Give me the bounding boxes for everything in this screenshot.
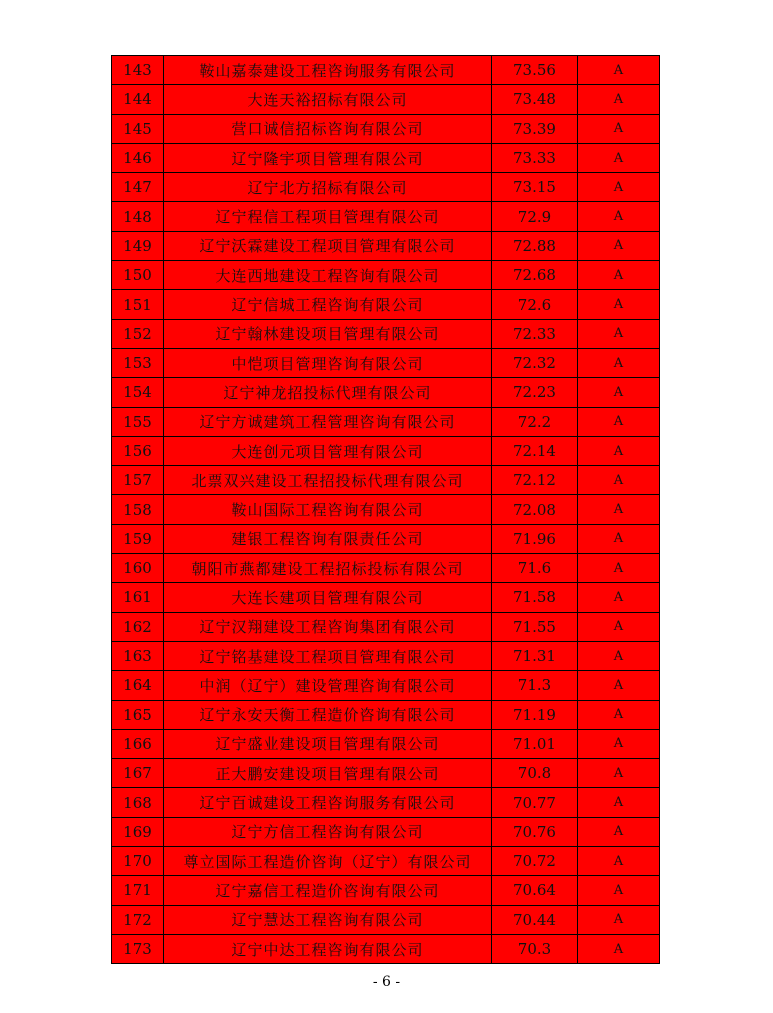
row-number: 165 [112, 700, 164, 729]
score-value: 73.48 [492, 85, 578, 114]
row-number: 170 [112, 847, 164, 876]
company-name: 辽宁中达工程咨询有限公司 [164, 934, 492, 963]
score-value: 73.39 [492, 114, 578, 143]
row-number: 143 [112, 56, 164, 85]
row-number: 167 [112, 759, 164, 788]
table-row [112, 876, 660, 905]
row-number: 157 [112, 466, 164, 495]
row-number: 169 [112, 817, 164, 846]
row-number: 151 [112, 290, 164, 319]
company-name: 辽宁翰林建设项目管理有限公司 [164, 319, 492, 348]
row-number: 148 [112, 202, 164, 231]
grade-value: A [578, 817, 660, 846]
table-row [112, 524, 660, 553]
company-name: 北票双兴建设工程招投标代理有限公司 [164, 466, 492, 495]
score-value: 71.6 [492, 554, 578, 583]
table-row [112, 348, 660, 377]
table-row [112, 466, 660, 495]
company-name: 辽宁百诚建设工程咨询服务有限公司 [164, 788, 492, 817]
score-value: 72.23 [492, 378, 578, 407]
score-value: 71.58 [492, 583, 578, 612]
table-row [112, 85, 660, 114]
company-name: 中润（辽宁）建设管理咨询有限公司 [164, 671, 492, 700]
score-value: 71.96 [492, 524, 578, 553]
score-value: 71.55 [492, 612, 578, 641]
grade-value: A [578, 847, 660, 876]
grade-value: A [578, 407, 660, 436]
company-name: 辽宁盛业建设项目管理有限公司 [164, 729, 492, 758]
score-value: 72.32 [492, 348, 578, 377]
company-name: 辽宁沃霖建设工程项目管理有限公司 [164, 231, 492, 260]
grade-value: A [578, 436, 660, 465]
company-name: 辽宁程信工程项目管理有限公司 [164, 202, 492, 231]
score-value: 72.2 [492, 407, 578, 436]
table-row [112, 612, 660, 641]
grade-value: A [578, 495, 660, 524]
score-value: 72.88 [492, 231, 578, 260]
row-number: 147 [112, 173, 164, 202]
table-row [112, 554, 660, 583]
company-name: 辽宁神龙招投标代理有限公司 [164, 378, 492, 407]
company-name: 正大鹏安建设项目管理有限公司 [164, 759, 492, 788]
table-row [112, 817, 660, 846]
table-row [112, 788, 660, 817]
ranking-table [111, 55, 660, 964]
company-name: 辽宁铭基建设工程项目管理有限公司 [164, 641, 492, 670]
grade-value: A [578, 85, 660, 114]
score-value: 70.77 [492, 788, 578, 817]
score-value: 72.12 [492, 466, 578, 495]
table-row [112, 290, 660, 319]
table-row [112, 759, 660, 788]
row-number: 154 [112, 378, 164, 407]
grade-value: A [578, 319, 660, 348]
grade-value: A [578, 759, 660, 788]
grade-value: A [578, 934, 660, 963]
company-name: 建银工程咨询有限责任公司 [164, 524, 492, 553]
row-number: 144 [112, 85, 164, 114]
row-number: 163 [112, 641, 164, 670]
row-number: 160 [112, 554, 164, 583]
score-value: 72.68 [492, 261, 578, 290]
company-name: 辽宁永安天衡工程造价咨询有限公司 [164, 700, 492, 729]
table-row [112, 671, 660, 700]
score-value: 70.3 [492, 934, 578, 963]
row-number: 145 [112, 114, 164, 143]
grade-value: A [578, 729, 660, 758]
score-value: 72.6 [492, 290, 578, 319]
grade-value: A [578, 202, 660, 231]
table-row [112, 378, 660, 407]
grade-value: A [578, 788, 660, 817]
score-value: 72.9 [492, 202, 578, 231]
company-name: 大连创元项目管理有限公司 [164, 436, 492, 465]
table-row [112, 173, 660, 202]
company-name: 辽宁嘉信工程造价咨询有限公司 [164, 876, 492, 905]
grade-value: A [578, 466, 660, 495]
row-number: 159 [112, 524, 164, 553]
score-value: 73.56 [492, 56, 578, 85]
grade-value: A [578, 700, 660, 729]
row-number: 150 [112, 261, 164, 290]
grade-value: A [578, 583, 660, 612]
row-number: 156 [112, 436, 164, 465]
row-number: 171 [112, 876, 164, 905]
row-number: 162 [112, 612, 164, 641]
grade-value: A [578, 671, 660, 700]
company-name: 辽宁方信工程咨询有限公司 [164, 817, 492, 846]
grade-value: A [578, 554, 660, 583]
table-row [112, 56, 660, 85]
score-value: 71.31 [492, 641, 578, 670]
grade-value: A [578, 114, 660, 143]
row-number: 172 [112, 905, 164, 934]
score-value: 70.64 [492, 876, 578, 905]
company-name: 鞍山嘉泰建设工程咨询服务有限公司 [164, 56, 492, 85]
grade-value: A [578, 641, 660, 670]
score-value: 71.3 [492, 671, 578, 700]
ranking-table-container [111, 55, 659, 964]
score-value: 70.76 [492, 817, 578, 846]
table-row [112, 231, 660, 260]
table-row [112, 261, 660, 290]
row-number: 166 [112, 729, 164, 758]
company-name: 尊立国际工程造价咨询（辽宁）有限公司 [164, 847, 492, 876]
table-row [112, 495, 660, 524]
grade-value: A [578, 905, 660, 934]
grade-value: A [578, 231, 660, 260]
table-row [112, 934, 660, 963]
score-value: 70.44 [492, 905, 578, 934]
grade-value: A [578, 173, 660, 202]
grade-value: A [578, 348, 660, 377]
score-value: 73.33 [492, 143, 578, 172]
ranking-table-body [112, 56, 660, 964]
score-value: 72.08 [492, 495, 578, 524]
row-number: 164 [112, 671, 164, 700]
grade-value: A [578, 56, 660, 85]
grade-value: A [578, 876, 660, 905]
company-name: 辽宁方诚建筑工程管理咨询有限公司 [164, 407, 492, 436]
company-name: 辽宁慧达工程咨询有限公司 [164, 905, 492, 934]
page-number: - 6 - [372, 974, 401, 990]
row-number: 153 [112, 348, 164, 377]
row-number: 161 [112, 583, 164, 612]
table-row [112, 114, 660, 143]
grade-value: A [578, 378, 660, 407]
company-name: 鞍山国际工程咨询有限公司 [164, 495, 492, 524]
table-row [112, 583, 660, 612]
score-value: 72.33 [492, 319, 578, 348]
score-value: 73.15 [492, 173, 578, 202]
row-number: 155 [112, 407, 164, 436]
score-value: 71.01 [492, 729, 578, 758]
company-name: 营口诚信招标咨询有限公司 [164, 114, 492, 143]
table-row [112, 319, 660, 348]
row-number: 173 [112, 934, 164, 963]
row-number: 149 [112, 231, 164, 260]
table-row [112, 729, 660, 758]
company-name: 辽宁隆宇项目管理有限公司 [164, 143, 492, 172]
company-name: 中恺项目管理咨询有限公司 [164, 348, 492, 377]
score-value: 71.19 [492, 700, 578, 729]
score-value: 70.8 [492, 759, 578, 788]
company-name: 辽宁北方招标有限公司 [164, 173, 492, 202]
table-row [112, 847, 660, 876]
company-name: 大连长建项目管理有限公司 [164, 583, 492, 612]
row-number: 158 [112, 495, 164, 524]
company-name: 辽宁信城工程咨询有限公司 [164, 290, 492, 319]
row-number: 146 [112, 143, 164, 172]
grade-value: A [578, 524, 660, 553]
score-value: 72.14 [492, 436, 578, 465]
row-number: 168 [112, 788, 164, 817]
company-name: 辽宁汉翔建设工程咨询集团有限公司 [164, 612, 492, 641]
grade-value: A [578, 290, 660, 319]
grade-value: A [578, 143, 660, 172]
company-name: 朝阳市燕都建设工程招标投标有限公司 [164, 554, 492, 583]
grade-value: A [578, 261, 660, 290]
table-row [112, 641, 660, 670]
table-row [112, 202, 660, 231]
table-row [112, 700, 660, 729]
table-row [112, 143, 660, 172]
table-row [112, 905, 660, 934]
table-row [112, 407, 660, 436]
row-number: 152 [112, 319, 164, 348]
grade-value: A [578, 612, 660, 641]
company-name: 大连西地建设工程咨询有限公司 [164, 261, 492, 290]
company-name: 大连天裕招标有限公司 [164, 85, 492, 114]
table-row [112, 436, 660, 465]
score-value: 70.72 [492, 847, 578, 876]
